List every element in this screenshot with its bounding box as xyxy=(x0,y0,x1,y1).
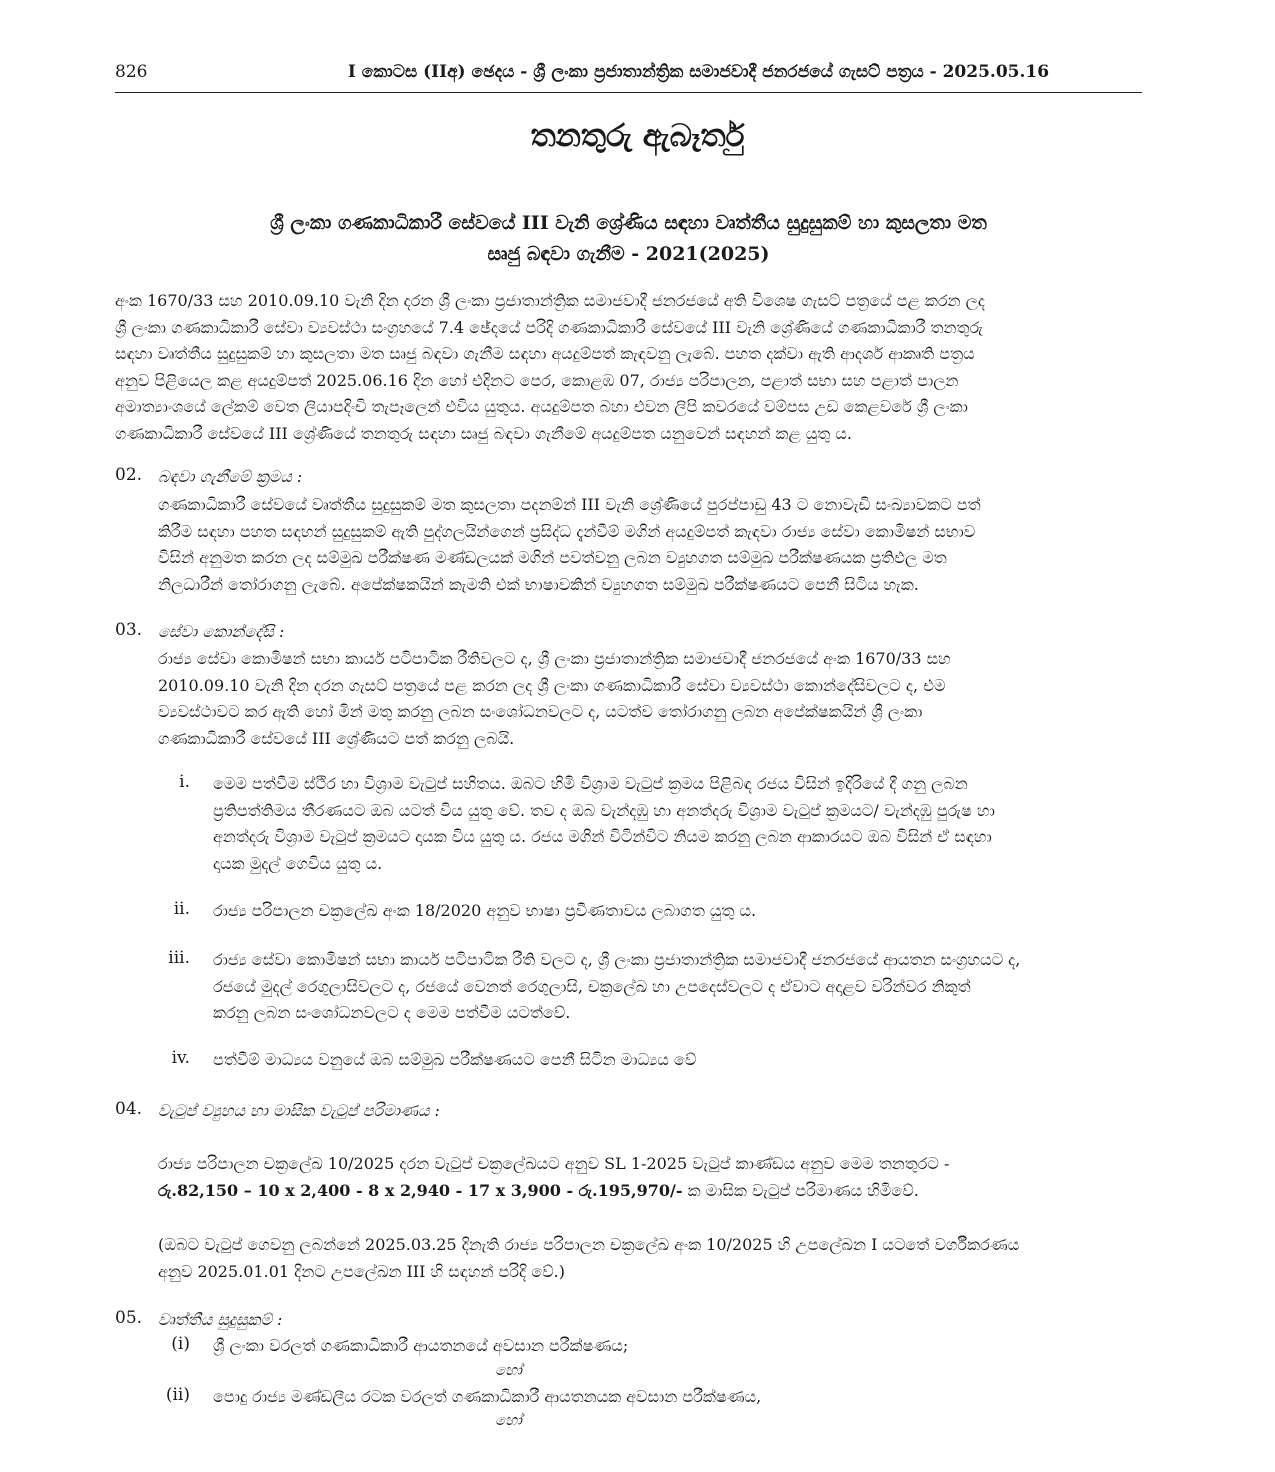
text-line: අමාත්‍යාංශයේ ලේකම් වෙත ලියාපදිංචි තැපෑලෙන් එවිය යුතුය. අයදුම්පත බහා එවන ලිපි කවරයේ වම්පස උඩ කෙළවරේ ශ්‍රී ලංකා xyxy=(115,397,968,416)
text-line: අනුව 2025.01.01 දිනට උපලේඛන III හි සඳහන් පරිදි වේ.) xyxy=(158,1261,565,1281)
section-02-body xyxy=(158,492,1142,598)
section-heading: සේවා කොන්දේසි : xyxy=(158,622,285,641)
list-item xyxy=(213,898,1142,925)
main-title: තනතුරු ඇබෑර්තු xyxy=(530,118,745,154)
salary-scale-tail: ක මාසික වැටුප් පරිමාණය හිමිවේ. xyxy=(682,1180,919,1200)
list-item: ශ්‍රී ලංකා වරලත් ගණකාධිකාරී ආයතනයේ අවසාන පරීක්ෂණය; xyxy=(213,1336,629,1355)
text-line: ගණකාධිකාරී සේවයේ III ශ්‍රේණියේ තනතුරු සඳහා සෘජු බඳවා ගැනීමේ අයදුම්පත යනුවෙන් සඳහන් කළ යුතු ය. xyxy=(115,423,852,443)
text-line: කරනු ලබන සංශෝධනවලට ද මෙම පත්වීම යටත්වේ. xyxy=(213,1003,571,1022)
text-line: ප්‍රතිපත්තිමය තීරණයට ඔබ යටත් විය යුතු වේ. තව ද ඔබ වැන්දඹු හා අනත්දරු විශ්‍රාම වැටුප් ක්‍රමයට/ වැන්දඹු පුරුෂ හා xyxy=(213,800,995,820)
list-item xyxy=(213,947,1142,1027)
list-item-number: ii. xyxy=(173,899,190,919)
text-line: දායක මුදල් ගෙවිය යුතු ය. xyxy=(213,853,383,873)
section-number: 04. xyxy=(115,1099,143,1119)
salary-note xyxy=(158,1232,1142,1285)
or-connector: හෝ xyxy=(495,1361,522,1379)
text-line: අනුව පිළියෙල කළ අයදුම්පත් 2025.06.16 දින හෝ එදිනට පෙර, කොළඹ 07, රාජ්‍ය පරිපාලන, පළාත් සභා සහ පළාත් පාලන xyxy=(115,370,959,390)
text-line: රාජ්‍ය සේවා කොමිෂන් සභා කාර්ය පටිපාටික රීතිවලට ද, ශ්‍රී ලංකා ප්‍රජාතාන්ත්‍රික සමාජවාදී ජනරජයේ අංක 1670/33 සහ xyxy=(158,649,951,668)
text-line: කිරීම සඳහා පහත සඳහන් සුදුසුකම් ඇති පුද්ගලයින්ගෙන් ප්‍රසිද්ධ දැන්වීම් මගින් අයදුම්පත් කැඳවා රාජ්‍ය සේවා කොමිෂන් සභාව xyxy=(158,521,976,541)
list-item-number: (ii) xyxy=(165,1385,190,1405)
salary-scale: රු.82,150 – 10 x 2,400 - 8 x 2,940 - 17 x 3,900 - රු.195,970/- xyxy=(158,1180,683,1200)
list-item-number: i. xyxy=(179,772,190,792)
salary-scale-line xyxy=(158,1178,1142,1205)
list-item xyxy=(213,1047,1142,1074)
text-line: ශ්‍රී ලංකා ගණකාධිකාරී සේවා ව්‍යවස්ථා සංග්‍රහයේ 7.4 ඡේදයේ පරිදි ගණකාධිකාරී සේවයේ III වැනි ශ්‍රේණියේ ගණකාධිකාරී තනතුරු xyxy=(115,317,983,337)
section-04-body xyxy=(158,1151,1142,1204)
text-line: රාජ්‍ය සේවා කොමිෂන් සභා කාර්ය පටිපාටික රීති වලට ද, ශ්‍රී ලංකා ප්‍රජාතාන්ත්‍රික සමාජවාදී ජනරජයේ ආයතන සංග්‍රහයට ද, xyxy=(213,950,1021,969)
text-line: ගණකාධිකාරී සේවයේ වෘත්තීය සුදුසුකම් මත කුසලතා පදනම්න් III වැනි ශ්‍රේණියේ පුරප්පාඩු 43 ට නොවැඩි සංඛ්‍යාවකට පත් xyxy=(158,495,981,514)
section-03-body xyxy=(158,646,1142,752)
section-heading: බඳවා ගැනීමේ ක්‍රමය : xyxy=(158,467,303,486)
section-number: 03. xyxy=(115,620,143,640)
section-heading: වැටුප් ව්‍යුහය හා මාසික වැටුප් පරිමාණය : xyxy=(158,1101,440,1120)
text-line: රජයේ මුදල් රෙගුලාසිවලට ද, රජයේ වෙනත් රෙගුලාසි, චක්‍රලේඛ හා උපදෙස්වලට ද ඒවාට අදාළව වරින්වර නිකුත් xyxy=(213,976,971,996)
notice-subtitle xyxy=(115,208,1142,270)
text-line: රාජ්‍ය පරිපාලන චක්‍රලේඛ අංක 18/2020 අනුව භාෂා ප්‍රවීණතාවය ලබාගත යුතු ය. xyxy=(213,901,757,920)
list-item-number: iv. xyxy=(171,1048,190,1068)
list-item xyxy=(213,771,1142,877)
section-number: 05. xyxy=(115,1308,143,1328)
text-line: මෙම පත්වීම ස්ථිර හා විශ්‍රාම වැටුප් සහිතය. ඔබට හිමි විශ්‍රාම වැටුප් ක්‍රමය පිළිබඳ රජය විසින් ඉදිරියේ දී ගනු ලබන xyxy=(213,774,968,793)
text-line: රාජ්‍ය පරිපාලන චක්‍රලේඛ 10/2025 දරන වැටුප් චක්‍රලේඛයට අනුව SL 1-2025 වැටුප් කාණ්ඩය අනුව මෙම තනතුරට - xyxy=(158,1154,950,1173)
list-item: පොදු රාජ්‍ය මණ්ඩලීය රටක වරලත් ගණකාධිකාරී ආයතනයක අවසාන පරීක්ෂණය, xyxy=(213,1387,762,1406)
subtitle-line: සෘජු බඳවා ගැනීම - 2021(2025) xyxy=(487,243,770,265)
text-line: 2010.09.10 වැනි දින දරන ගැසට් පත්‍රයේ පළ කරන ලද ශ්‍රී ලංකා ගණකාධිකාරී සේවා ව්‍යවස්ථා කොන්දේසිවලට ද, එම xyxy=(158,675,946,695)
text-line: නිලධාරීන් තෝරාගනු ලැබේ. අපේක්ෂකයින් කැමති එක් භාෂාවකින් ව්‍යුහගත සම්මුඛ පරීක්ෂණයට පෙනී සිටිය හැක. xyxy=(158,574,919,594)
section-number: 02. xyxy=(115,465,143,485)
text-line: පත්වීම් මාධ්‍යය වනුයේ ඔබ සම්මුඛ පරීක්ෂණයට පෙනී සිටින මාධ්‍යය වේ xyxy=(213,1050,697,1069)
list-item-number: (i) xyxy=(171,1334,190,1354)
or-connector: හෝ xyxy=(495,1411,522,1429)
text-line: ව්‍යවස්ථාවට කර ඇති හෝ මින් මතු කරනු ලබන සංශෝධනවලට ද, යටත්ව තෝරාගනු ලබන අපේක්ෂකයින් ශ්‍රී ලංකා xyxy=(158,702,923,721)
section-heading: වෘත්තීය සුදුසුකම් : xyxy=(158,1310,283,1329)
text-line: ගණකාධිකාරී සේවයේ III ශ්‍රේණියට පත් කරනු ලබයි. xyxy=(158,728,515,748)
text-line: අනත්දරු විශ්‍රාම වැටුප් ක්‍රමයට දායක විය යුතු ය. රජය මගින් විටින්විට නියම කරනු ලබන ආකාරයට ඔබ විසින් ඒ සඳහා xyxy=(213,827,992,846)
text-line: විසින් අනුමත කරන ලද සම්මුඛ පරීක්ෂණ මණ්ඩලයක් මගින් පවත්වනු ලබන ව්‍යුහගත සම්මුඛ පරීක්ෂණයක ප්‍රතිඵල මත xyxy=(158,548,947,567)
page-number: 826 xyxy=(115,62,148,82)
text-line: සඳහා වෘත්තීය සුදුසුකම් හා කුසලතා මත සෘජු බඳවා ගැනීම සඳහා අයදුම්පත් කැඳවනු ලැබේ. පහත දක්වා ඇති ආදර්ශ ආකෘති පත්‍රය xyxy=(115,344,975,363)
text-line: අංක 1670/33 සහ 2010.09.10 වැනි දින දරන ශ්‍රී ලංකා ප්‍රජාතාන්ත්‍රික සමාජවාදී ජනරජයේ අති විශෙෂ ගැසට් පත්‍රයේ පළ කරන ලද xyxy=(115,291,985,310)
intro-paragraph xyxy=(115,288,1142,447)
gazette-header-title: I කොටස (IIඅ) ඡෙදය - ශ්‍රී ලංකා ප්‍රජාතාන්ත්‍රික සමාජවාදී ජනරජයේ ගැසට් පත්‍රය - 2025.05.16 xyxy=(347,62,1050,82)
page-header xyxy=(115,58,1142,93)
subtitle-line: ශ්‍රී ලංකා ගණකාධිකාරී සේවයේ III වැනි ශ්‍රේණිය සඳහා වෘත්තීය සුදුසුකම් හා කුසලතා මත xyxy=(270,212,987,234)
text-line: (ඔබට වැටුප් ගෙවනු ලබන්නේ 2025.03.25 දිනැති රාජ්‍ය පරිපාලන චක්‍රලේඛ අංක 10/2025 හි උපලේඛන I යටතේ වර්ගීකරණය xyxy=(158,1235,1020,1254)
list-item-number: iii. xyxy=(168,948,190,968)
